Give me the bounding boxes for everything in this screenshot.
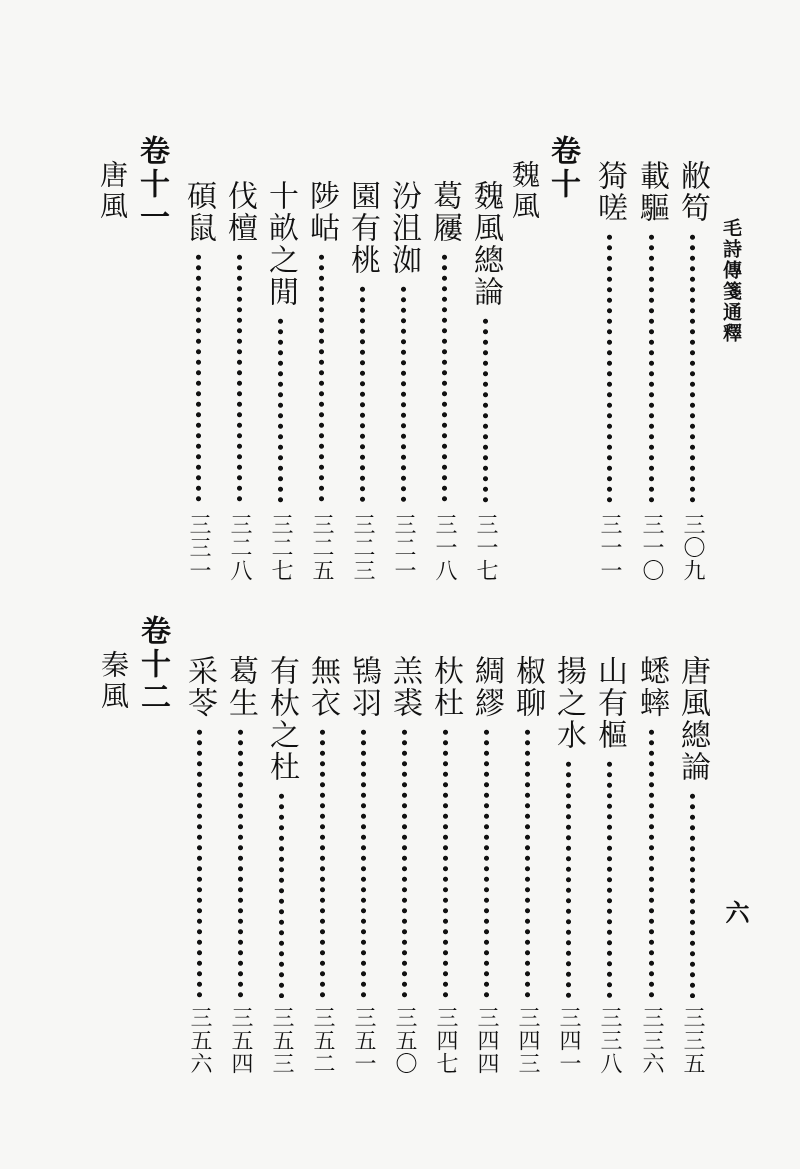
toc-entry: [592, 655, 626, 1075]
toc-entry: [675, 655, 709, 1075]
entry-title: 伐檀: [222, 180, 257, 244]
entry-page: 三二七: [268, 513, 293, 582]
leader-dots: [689, 791, 696, 998]
entry-page: 三三六: [639, 1006, 664, 1075]
toc-entry: [427, 180, 461, 582]
juan-10-heading: 卷十: [545, 135, 580, 201]
entry-page: 三一〇: [639, 513, 664, 582]
entry-page: 三二三: [350, 513, 375, 582]
toc-entry: [304, 180, 338, 582]
entry-title: 揚之水: [551, 655, 586, 751]
entry-page: 三四四: [474, 1006, 499, 1075]
entry-title: 采苓: [182, 655, 217, 719]
entry-page: 三五一: [351, 1006, 376, 1075]
toc-entry: [387, 655, 421, 1075]
toc-entry: [346, 655, 380, 1075]
tang-feng-section: 唐風: [96, 160, 129, 222]
page-number: 六: [721, 900, 750, 924]
toc-entry: [592, 160, 626, 582]
leader-dots: [359, 284, 366, 505]
leader-dots: [401, 727, 408, 998]
toc-entry: [263, 180, 297, 582]
qin-feng-section: 秦風: [97, 650, 130, 712]
toc-entry: [469, 655, 503, 1075]
entry-page: 三三五: [680, 1006, 705, 1075]
leader-dots: [565, 759, 572, 998]
entry-page: 三三一: [186, 513, 211, 582]
entry-page: 三一八: [432, 513, 457, 582]
leader-dots: [195, 252, 202, 505]
entry-title: 椒聊: [510, 655, 545, 719]
leader-dots: [360, 727, 367, 998]
entry-title: 羔裘: [387, 655, 422, 719]
leader-dots: [318, 252, 325, 505]
entry-title: 敝笱: [675, 160, 710, 224]
entry-page: 三〇九: [680, 513, 705, 582]
toc-entry: [182, 655, 216, 1075]
entry-title: 山有樞: [592, 655, 627, 751]
toc-entry: [181, 180, 215, 582]
toc-entry: [345, 180, 379, 582]
entry-page: 三一七: [473, 513, 498, 582]
entry-title: 鴇羽: [346, 655, 381, 719]
entry-page: 三五〇: [392, 1006, 417, 1075]
leader-dots: [483, 727, 490, 998]
book-title-header: 毛詩傳箋通釋: [720, 218, 742, 344]
toc-entry: [468, 180, 502, 582]
entry-title: 猗嗟: [592, 160, 627, 224]
entry-title: 碩鼠: [181, 180, 216, 244]
toc-entry: [634, 160, 668, 582]
entry-page: 三五二: [310, 1006, 335, 1075]
leader-dots: [400, 284, 407, 505]
entry-title: 蟋蟀: [634, 655, 669, 719]
entry-page: 三二一: [391, 513, 416, 582]
entry-page: 三二五: [309, 513, 334, 582]
entry-page: 三五六: [187, 1006, 212, 1075]
toc-entry: [386, 180, 420, 582]
entry-title: 魏風總論: [468, 180, 503, 308]
entry-page: 三四七: [433, 1006, 458, 1075]
entry-title: 汾沮洳: [386, 180, 421, 276]
leader-dots: [196, 727, 203, 998]
leader-dots: [236, 252, 243, 505]
leader-dots: [648, 232, 655, 505]
leader-dots: [237, 727, 244, 998]
leader-dots: [319, 727, 326, 998]
leader-dots: [482, 316, 489, 505]
entry-title: 載驅: [634, 160, 669, 224]
leader-dots: [277, 316, 284, 505]
toc-entry: [222, 180, 256, 582]
leader-dots: [606, 759, 613, 998]
entry-page: 三五三: [269, 1006, 294, 1075]
leader-dots: [278, 791, 285, 998]
entry-title: 綢繆: [469, 655, 504, 719]
entry-page: 三三八: [597, 1006, 622, 1075]
entry-title: 十畝之閒: [263, 180, 298, 308]
entry-title: 無衣: [305, 655, 340, 719]
leader-dots: [524, 727, 531, 998]
leader-dots: [442, 727, 449, 998]
toc-entry: [510, 655, 544, 1075]
leader-dots: [441, 252, 448, 505]
entry-page: 三二八: [227, 513, 252, 582]
entry-title: 唐風總論: [675, 655, 710, 783]
leader-dots: [606, 232, 613, 505]
entry-title: 有杕之杜: [264, 655, 299, 783]
entry-title: 陟岵: [304, 180, 339, 244]
entry-page: 三五四: [228, 1006, 253, 1075]
toc-entry: [634, 655, 668, 1075]
wei-feng-section: 魏風: [508, 160, 541, 222]
toc-entry: [551, 655, 585, 1075]
entry-title: 葛屨: [427, 180, 462, 244]
juan-11-heading: 卷十一: [134, 135, 169, 234]
entry-page: 三四一: [556, 1006, 581, 1075]
leader-dots: [648, 727, 655, 998]
entry-title: 杕杜: [428, 655, 463, 719]
juan-12-heading: 卷十二: [135, 615, 170, 714]
toc-entry: [223, 655, 257, 1075]
entry-page: 三四三: [515, 1006, 540, 1075]
entry-title: 葛生: [223, 655, 258, 719]
toc-entry: [675, 160, 709, 582]
entry-page: 三一一: [597, 513, 622, 582]
leader-dots: [689, 232, 696, 505]
toc-entry: [305, 655, 339, 1075]
toc-entry: [428, 655, 462, 1075]
entry-title: 園有桃: [345, 180, 380, 276]
toc-entry: [264, 655, 298, 1075]
